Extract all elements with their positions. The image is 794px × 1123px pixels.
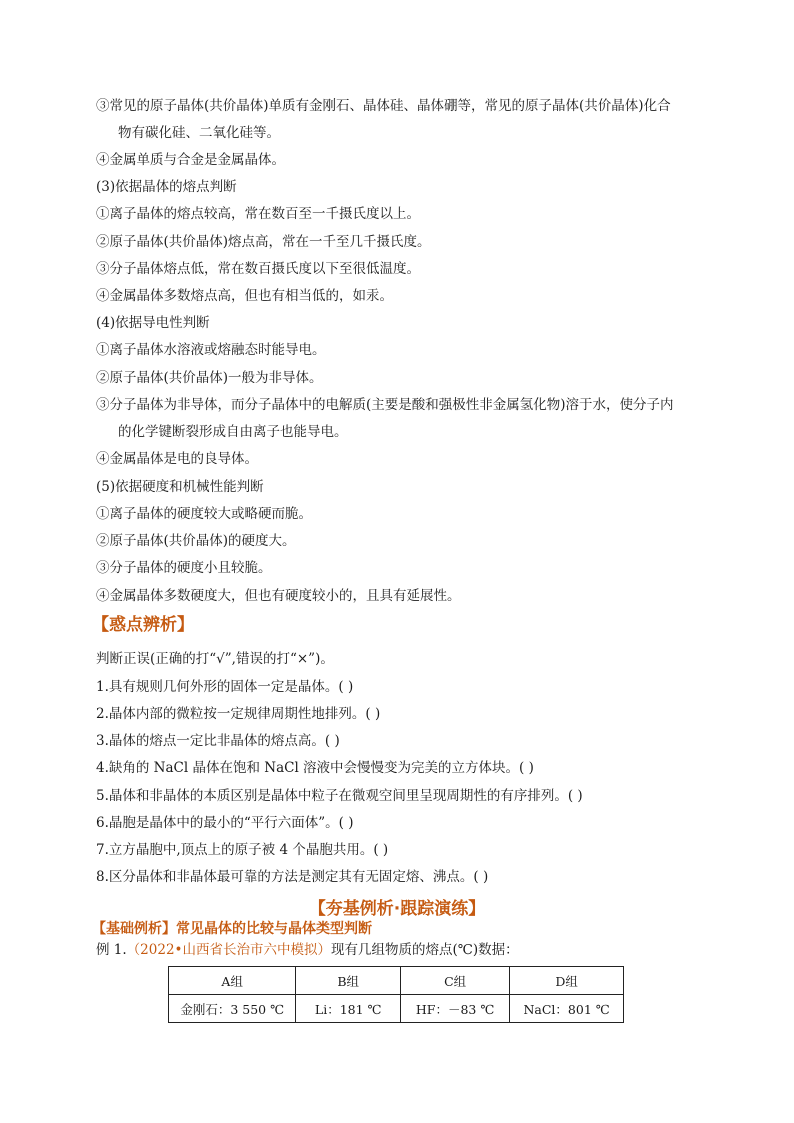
true-false-item: 8.区分晶体和非晶体最可靠的方法是测定其有无固定熔、沸点。( )	[96, 869, 489, 885]
conductivity-item: ①离子晶体水溶液或熔融态时能导电。	[96, 342, 326, 358]
hardness-item: ④金属晶体多数硬度大，但也有硬度较小的，且具有延展性。	[96, 588, 461, 604]
example-1	[96, 941, 519, 959]
table-header: B组	[296, 967, 401, 995]
conductivity-item: ②原子晶体(共价晶体)一般为非导体。	[96, 370, 323, 386]
true-false-item: 7.立方晶胞中,顶点上的原子被 4 个晶胞共用。( )	[96, 842, 389, 858]
metal-crystal-note: ④金属单质与合金是金属晶体。	[96, 152, 285, 168]
hardness-item: ①离子晶体的硬度较大或略硬而脆。	[96, 506, 312, 522]
melting-point-table	[168, 966, 624, 1023]
example-text: 现有几组物质的熔点(℃)数据：	[331, 942, 519, 958]
table-header-row	[169, 967, 624, 995]
hardness-item: ③分子晶体的硬度小且较脆。	[96, 560, 272, 576]
true-false-item: 1.具有规则几何外形的固体一定是晶体。( )	[96, 679, 354, 695]
true-false-item: 5.晶体和非晶体的本质区别是晶体中粒子在微观空间里呈现周期性的有序排列。( )	[96, 788, 583, 804]
misconceptions-heading: 【惑点辨析】	[92, 615, 194, 635]
table-header: C组	[401, 967, 510, 995]
atomic-crystal-examples-line1: ③常见的原子晶体(共价晶体)单质有金刚石、晶体硅、晶体硼等，常见的原子晶体(共价晶体)化合	[96, 98, 671, 114]
conductivity-heading: (4)依据导电性判断	[96, 315, 210, 331]
melting-point-heading: (3)依据晶体的熔点判断	[96, 179, 237, 195]
melting-item: ①离子晶体的熔点较高，常在数百至一千摄氏度以上。	[96, 206, 420, 222]
true-false-item: 4.缺角的 NaCl 晶体在饱和 NaCl 溶液中会慢慢变为完美的立方体块。( )	[96, 760, 534, 776]
melting-item: ③分子晶体熔点低，常在数百摄氏度以下至很低温度。	[96, 261, 420, 277]
melting-item: ②原子晶体(共价晶体)熔点高，常在一千至几千摄氏度。	[96, 234, 431, 250]
example-number: 例 1.	[96, 942, 127, 958]
table-header: D组	[510, 967, 624, 995]
hardness-item: ②原子晶体(共价晶体)的硬度大。	[96, 533, 296, 549]
conductivity-item: ④金属晶体是电的良导体。	[96, 451, 258, 467]
table-cell: 金刚石：3 550 ℃	[169, 995, 296, 1023]
basic-example-heading: 【基础例析】常见晶体的比较与晶体类型判断	[92, 921, 372, 937]
true-false-item: 2.晶体内部的微粒按一定规律周期性地排列。( )	[96, 706, 381, 722]
true-false-item: 6.晶胞是晶体中的最小的“平行六面体”。( )	[96, 815, 354, 831]
table-row	[169, 995, 624, 1023]
table-cell: NaCl：801 ℃	[510, 995, 624, 1023]
conductivity-item: ③分子晶体为非导体，而分子晶体中的电解质(主要是酸和强极性非金属氢化物)溶于水，使分子内	[96, 397, 674, 413]
atomic-crystal-examples-line2: 物有碳化硅、二氧化硅等。	[118, 125, 280, 141]
practice-heading: 【夯基例析·跟踪演练】	[308, 899, 486, 919]
hardness-heading: (5)依据硬度和机械性能判断	[96, 479, 264, 495]
example-source: （2022•山西省长治市六中模拟）	[126, 942, 331, 958]
melting-item: ④金属晶体多数熔点高，但也有相当低的，如汞。	[96, 288, 393, 304]
conductivity-item-continued: 的化学键断裂形成自由离子也能导电。	[118, 424, 348, 440]
table-header: A组	[169, 967, 296, 995]
misconceptions-instruction: 判断正误(正确的打“√”,错误的打“×”)。	[96, 651, 334, 667]
table-cell: Li：181 ℃	[296, 995, 401, 1023]
true-false-item: 3.晶体的熔点一定比非晶体的熔点高。( )	[96, 733, 340, 749]
table-cell: HF：－83 ℃	[401, 995, 510, 1023]
